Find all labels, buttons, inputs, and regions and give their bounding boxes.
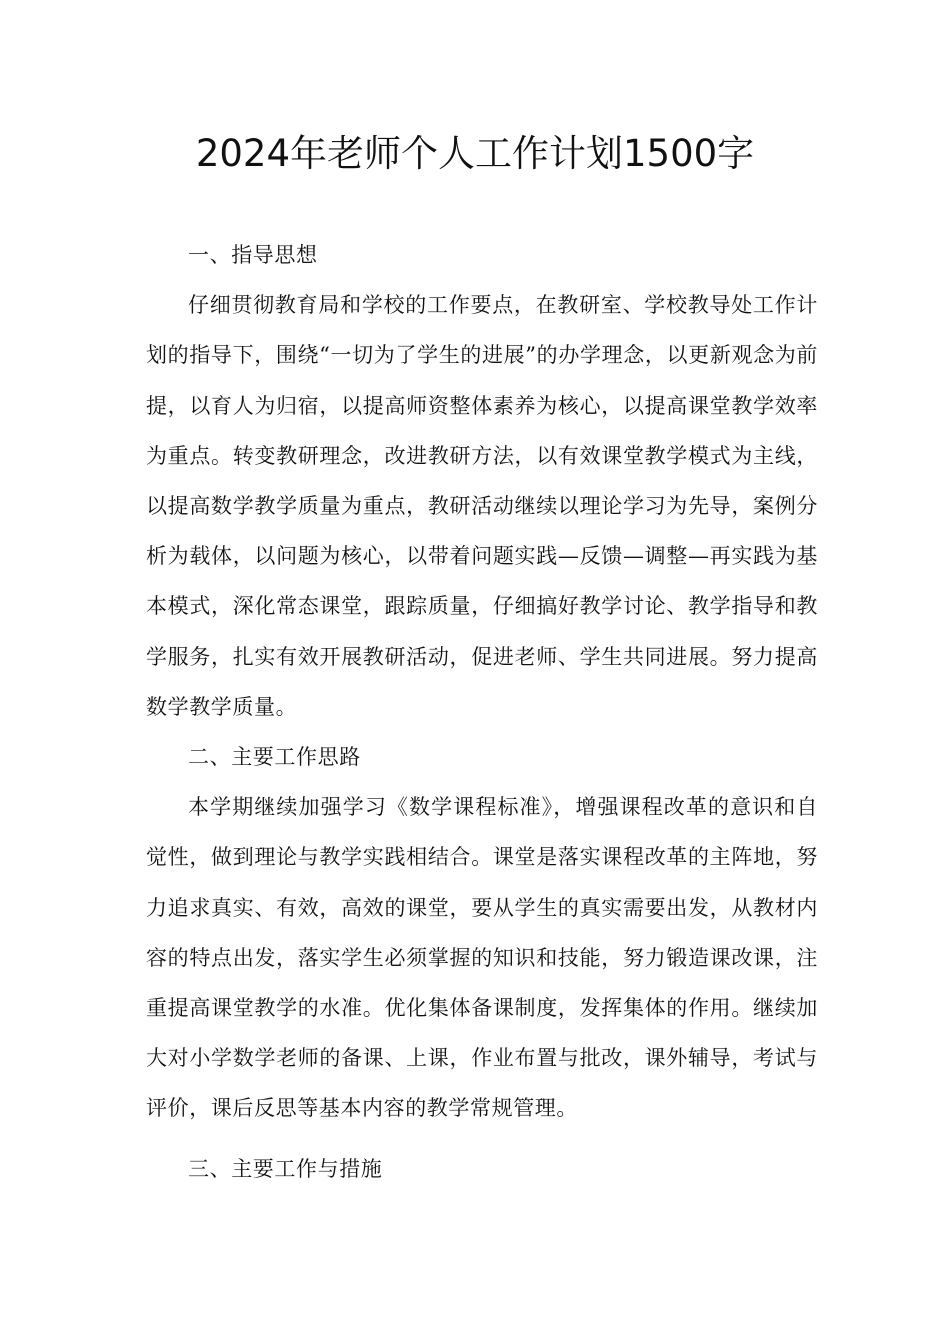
section-heading-1: 一、指导思想 (188, 243, 318, 267)
section-heading-3: 三、主要工作与措施 (188, 1156, 383, 1181)
section-paragraph-1: 仔细贯彻教育局和学校的工作要点，在教研室、学校教导处工作计划的指导下，围绕“一切为了学生的进展”的办学理念，以更新观念为前提，以育人为归宿，以提高师资整体素养为核心，以提高课堂教学效率为重点。转变教研理念，改进教研方法，以有效课堂教学模式为主线，以提高数学教学质量为重点，教研活动继续以理论学习为先导，案例分析为载体，以问题为核心，以带着问题实践—反馈—调整—再实践为基本模式，深化常态课堂，跟踪质量，仔细搞好教学讨论、教学指导和教学服务，扎实有效开展教研活动，促进老师、学生共同进展。努力提高数学教学质量。 (146, 293, 818, 719)
section-heading-2: 二、主要工作思路 (188, 745, 361, 770)
document-body (146, 230, 818, 1194)
document-title: 2024年老师个人工作计划1500字 (195, 132, 755, 175)
section-paragraph-2: 本学期继续加强学习《数学课程标准》，增强课程改革的意识和自觉性，做到理论与教学实践相结合。课堂是落实课程改革的主阵地，努力追求真实、有效，高效的课堂，要从学生的真实需要出发，从教材内容的特点出发，落实学生必须掌握的知识和技能，努力锻造课改课，注重提高课堂教学的水准。优化集体备课制度，发挥集体的作用。继续加大对小学数学老师的备课、上课，作业布置与批改，课外辅导，考试与评价，课后反思等基本内容的教学常规管理。 (146, 795, 818, 1121)
